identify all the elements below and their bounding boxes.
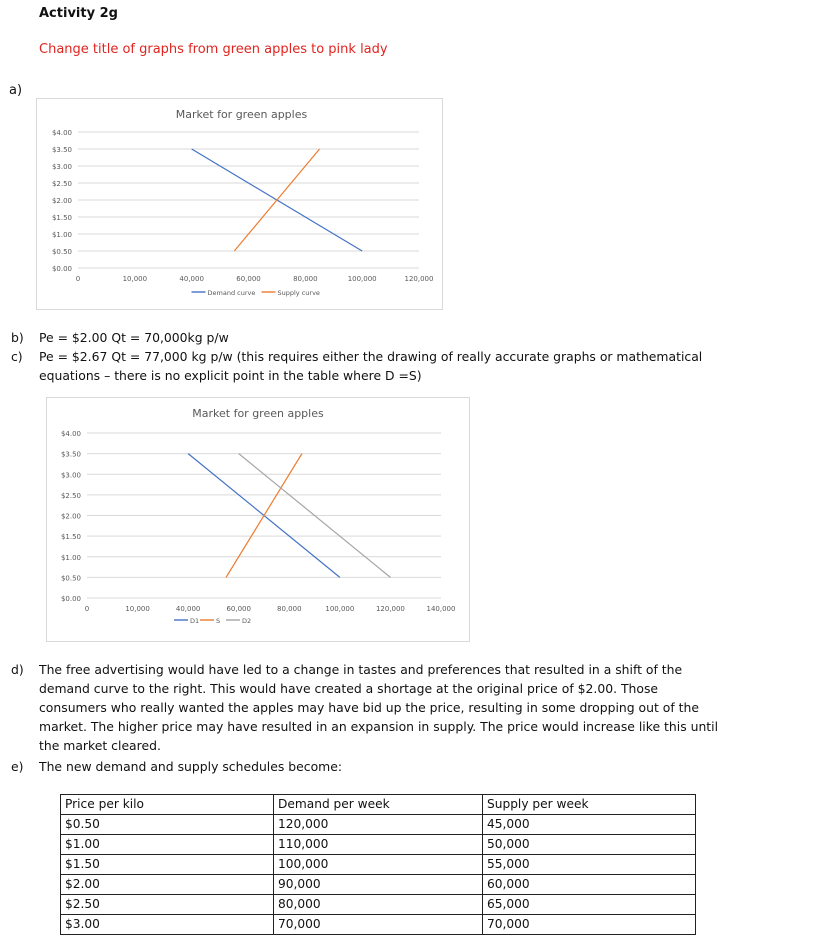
part-d-line-3: consumers who really wanted the apples may have bid up the price, resulting in some dropping out of the <box>39 700 699 715</box>
chart-1 <box>37 99 442 309</box>
supply-cell: 60,000 <box>483 875 696 895</box>
part-c-text-line2: equations – there is no explicit point in the table where D =S) <box>39 368 422 383</box>
supply-cell: 70,000 <box>483 915 696 935</box>
chart-1-frame <box>36 98 443 310</box>
y-tick-label: $4.00 <box>51 129 72 137</box>
table-header-row <box>61 795 696 815</box>
schedule-table <box>60 794 696 935</box>
y-tick-label: $2.00 <box>60 512 81 521</box>
y-tick-label: $3.00 <box>51 163 72 171</box>
price-cell: $1.50 <box>61 855 274 875</box>
y-tick-label: $0.00 <box>60 595 81 603</box>
y-tick-label: $2.00 <box>51 197 72 205</box>
legend-label: S <box>216 617 221 625</box>
y-tick-label: $3.50 <box>51 146 72 154</box>
part-c-label: c) <box>11 349 23 364</box>
y-tick-label: $4.00 <box>60 430 81 438</box>
part-d-line-1: The free advertising would have led to a change in tastes and preferences that resulted in a shift of the <box>39 662 683 677</box>
y-tick-label: $2.50 <box>60 491 81 500</box>
activity-title: Activity 2g <box>39 6 118 21</box>
x-tick-label: 60,000 <box>226 605 251 613</box>
part-b-label: b) <box>11 330 24 345</box>
chart-2-frame <box>46 397 470 642</box>
x-tick-label: 100,000 <box>325 605 355 613</box>
y-tick-label: $1.50 <box>51 214 72 222</box>
part-d-line-4: market. The higher price may have resulted in an expansion in supply. The price would increase like this until <box>39 719 719 734</box>
demand-cell: 80,000 <box>274 895 483 915</box>
table-row <box>61 855 696 875</box>
y-tick-label: $3.00 <box>60 471 81 480</box>
y-tick-label: $0.00 <box>51 265 72 273</box>
table-row <box>61 895 696 915</box>
table-row <box>61 835 696 855</box>
supply-cell: 50,000 <box>483 835 696 855</box>
part-b-text: Pe = $2.00 Qt = 70,000kg p/w <box>39 330 229 345</box>
supply-cell: 55,000 <box>483 855 696 875</box>
table-row <box>61 815 696 835</box>
part-d-label: d) <box>11 662 24 677</box>
part-c-text-line1: Pe = $2.67 Qt = 77,000 kg p/w (this requires either the drawing of really accurate graphs or mathematical <box>39 349 703 364</box>
part-a-label: a) <box>9 83 23 98</box>
demand-cell: 110,000 <box>274 835 483 855</box>
legend-label: Supply curve <box>277 289 320 297</box>
x-tick-label: 120,000 <box>375 605 405 613</box>
y-tick-label: $1.50 <box>60 533 81 542</box>
table-row <box>61 875 696 895</box>
price-cell: $3.00 <box>61 915 274 935</box>
x-tick-label: 80,000 <box>277 605 302 613</box>
y-tick-label: $2.50 <box>51 180 72 188</box>
y-tick-label: $3.50 <box>60 450 81 459</box>
y-tick-label: $0.50 <box>51 248 72 256</box>
header-price: Price per kilo <box>61 795 274 815</box>
header-demand: Demand per week <box>274 795 483 815</box>
price-cell: $2.50 <box>61 895 274 915</box>
supply-cell: 45,000 <box>483 815 696 835</box>
legend-label: D2 <box>242 617 252 625</box>
legend-label: Demand curve <box>207 289 256 297</box>
y-tick-label: $0.50 <box>60 574 81 583</box>
demand-cell: 90,000 <box>274 875 483 895</box>
legend-label: D1 <box>190 617 200 625</box>
supply-cell: 65,000 <box>483 895 696 915</box>
part-e-text: The new demand and supply schedules become: <box>39 759 343 774</box>
x-tick-label: 100,000 <box>347 275 377 283</box>
x-tick-label: 60,000 <box>236 275 261 283</box>
x-tick-label: 10,000 <box>122 275 148 283</box>
x-tick-label: 140,000 <box>426 605 456 613</box>
chart-2 <box>47 398 469 641</box>
x-tick-label: 120,000 <box>404 275 434 283</box>
instruction-text: Change title of graphs from green apples to pink lady <box>39 42 388 57</box>
part-d-line-2: demand curve to the right. This would have created a shortage at the original price of $2.00. Those <box>39 681 659 696</box>
demand-cell: 120,000 <box>274 815 483 835</box>
part-d-line-5: the market cleared. <box>39 738 161 753</box>
table-row <box>61 915 696 935</box>
price-cell: $1.00 <box>61 835 274 855</box>
x-tick-label: 40,000 <box>175 605 201 613</box>
price-cell: $2.00 <box>61 875 274 895</box>
demand-cell: 70,000 <box>274 915 483 935</box>
y-tick-label: $1.00 <box>60 553 81 562</box>
x-tick-label: 0 <box>75 275 81 283</box>
x-tick-label: 10,000 <box>125 605 150 613</box>
header-supply: Supply per week <box>483 795 696 815</box>
x-tick-label: 40,000 <box>179 275 204 283</box>
part-e-label: e) <box>11 759 24 774</box>
price-cell: $0.50 <box>61 815 274 835</box>
x-tick-label: 0 <box>84 605 90 613</box>
chart-title: Market for green apples <box>175 108 308 121</box>
chart-title: Market for green apples <box>192 407 324 420</box>
y-tick-label: $1.00 <box>51 231 72 239</box>
demand-cell: 100,000 <box>274 855 483 875</box>
x-tick-label: 80,000 <box>293 275 318 283</box>
